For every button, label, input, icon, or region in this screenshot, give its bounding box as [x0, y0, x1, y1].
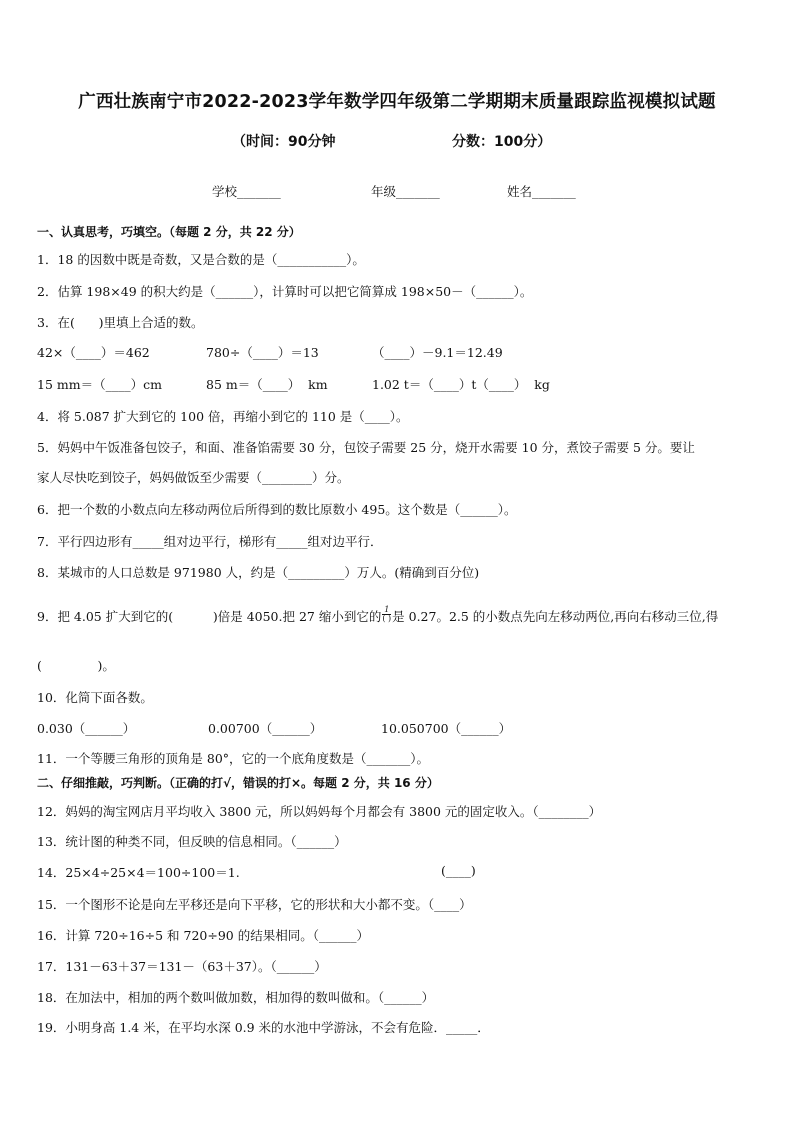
question-9-line-2: ( )。: [37, 658, 115, 673]
question-3-e: 85 m＝（____） km: [206, 377, 328, 392]
question-3-c: （____）－9.1＝12.49: [372, 345, 503, 360]
name-field: 姓名_______: [507, 184, 576, 199]
question-9-line-1: [37, 607, 718, 626]
question-12: 12．妈妈的淘宝网店月平均收入 3800 元，所以妈妈每个月都会有 3800 元的固定收入。（________）: [37, 804, 602, 819]
section-2-heading: 二、仔细推敲，巧判断。（正确的打√，错误的打×。每题 2 分，共 16 分）: [37, 776, 439, 790]
question-18: 18．在加法中，相加的两个数叫做加数，相加得的数叫做和。（______）: [37, 990, 435, 1005]
question-9-part-2: 是 0.27。2.5 的小数点先向左移动两位,再向右移动三位,得: [392, 609, 719, 624]
question-1: 1．18 的因数中既是奇数，又是合数的是（___________）。: [37, 252, 365, 267]
grade-field: 年级_______: [371, 184, 440, 199]
question-7: 7．平行四边形有_____组对边平行，梯形有_____组对边平行．: [37, 534, 383, 549]
question-6: 6．把一个数的小数点向左移动两位后所得到的数比原数小 495。这个数是（______）。: [37, 502, 517, 517]
question-10-a: 0.030（______）: [37, 721, 136, 736]
question-2: 2．估算 198×49 的积大约是（______），计算时可以把它简算成 198×50－（______）。: [37, 284, 533, 299]
question-11: 11．一个等腰三角形的顶角是 80°，它的一个底角度数是（_______）。: [37, 751, 430, 766]
question-3-b: 780÷（____）＝13: [206, 345, 319, 360]
question-3: 3．在( )里填上合适的数。: [37, 315, 204, 330]
fraction: [382, 606, 391, 623]
question-10: 10．化简下面各数。: [37, 690, 153, 705]
question-5-line-2: 家人尽快吃到饺子，妈妈做饭至少需要（________）分。: [37, 470, 350, 485]
question-19: 19．小明身高 1.4 米，在平均水深 0.9 米的水池中学游泳，不会有危险．_____．: [37, 1020, 490, 1035]
fraction-denominator: ( ): [382, 614, 392, 623]
question-14-blank: (____): [441, 863, 476, 878]
exam-title: 广西壮族南宁市2022-2023学年数学四年级第二学期期末质量跟踪监视模拟试题: [78, 92, 716, 112]
question-3-a: 42×（____）＝462: [37, 345, 150, 360]
question-10-b: 0.00700（______）: [208, 721, 323, 736]
section-1-heading: 一、认真思考，巧填空。（每题 2 分，共 22 分）: [37, 225, 301, 239]
question-13: 13．统计图的种类不同，但反映的信息相同。（______）: [37, 834, 347, 849]
exam-time: （时间：90分钟: [232, 134, 336, 150]
question-3-f: 1.02 t＝（____）t（____） kg: [372, 377, 550, 392]
question-8: 8．某城市的人口总数是 971980 人，约是（_________）万人。(精确到百分位): [37, 565, 480, 580]
question-3-d: 15 mm＝（____）cm: [37, 377, 162, 392]
question-16: 16．计算 720÷16÷5 和 720÷90 的结果相同。（______）: [37, 928, 369, 943]
question-10-c: 10.050700（______）: [381, 721, 512, 736]
question-17: 17．131－63＋37＝131－（63＋37）。（______）: [37, 959, 327, 974]
question-14: 14．25×4÷25×4＝100÷100＝1.: [37, 865, 240, 880]
exam-score: 分数：100分）: [452, 134, 552, 150]
question-9-part-1: 9．把 4.05 扩大到它的( )倍是 4050.把 27 缩小到它的: [37, 609, 382, 624]
fraction-numerator: 1: [384, 605, 390, 614]
school-field: 学校_______: [212, 184, 281, 199]
question-15: 15．一个图形不论是向左平移还是向下平移，它的形状和大小都不变。（____）: [37, 897, 472, 912]
question-4: 4．将 5.087 扩大到它的 100 倍，再缩小到它的 110 是（____）。: [37, 409, 409, 424]
question-5-line-1: 5．妈妈中午饭准备包饺子，和面、准备馅需要 30 分，包饺子需要 25 分，烧开水需要 10 分，煮饺子需要 5 分。要让: [37, 440, 695, 455]
